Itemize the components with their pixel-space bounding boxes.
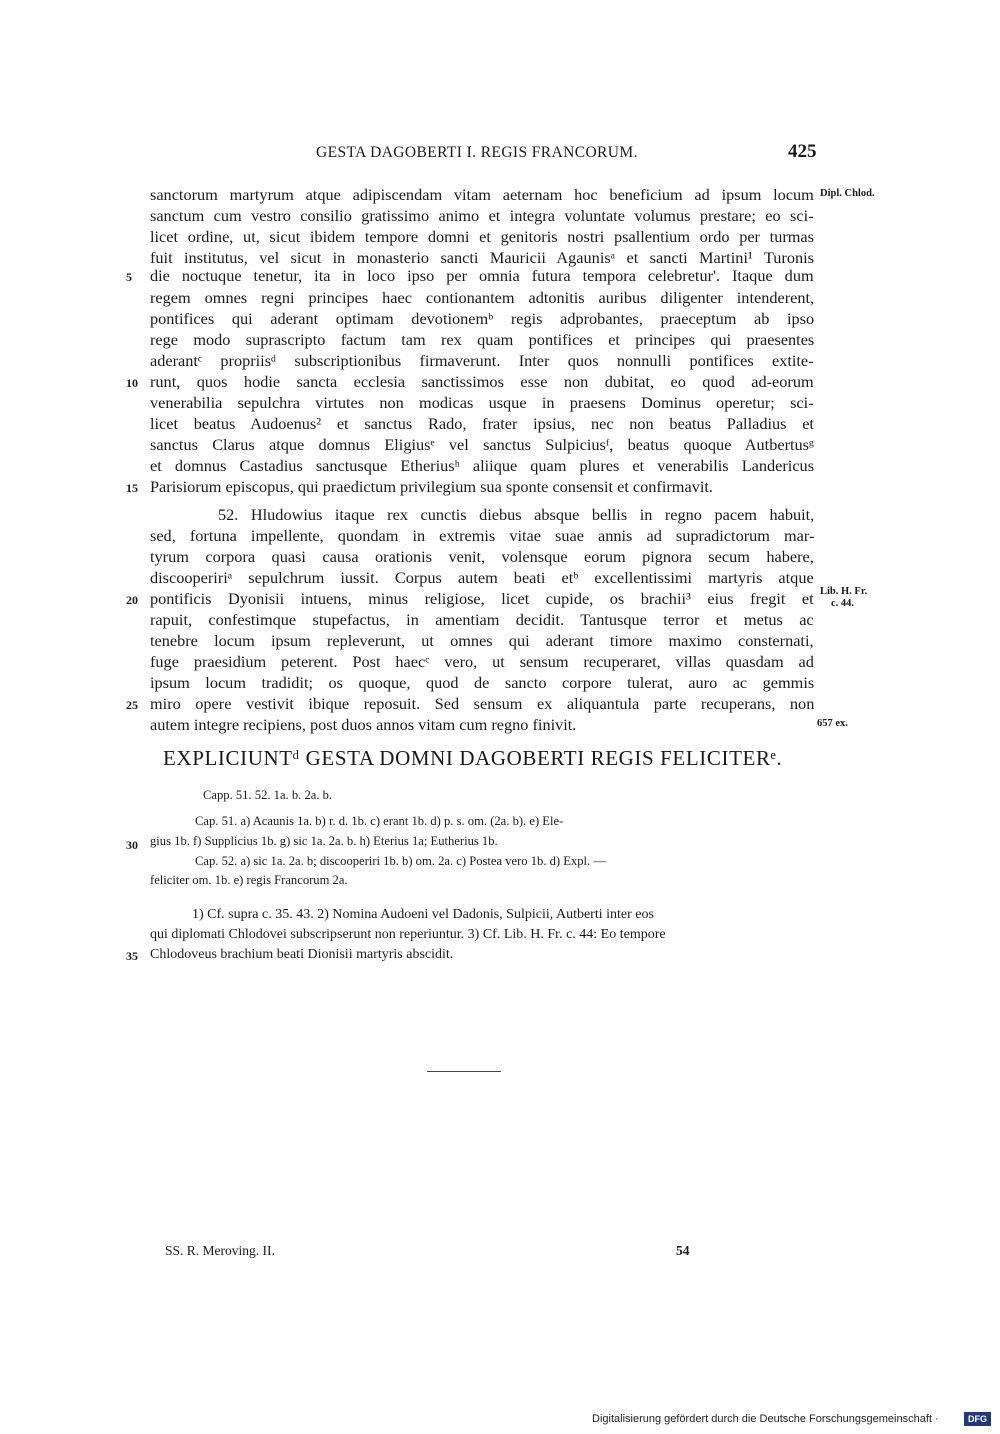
running-title: GESTA DAGOBERTI I. REGIS FRANCORUM. xyxy=(316,144,638,161)
separator-rule xyxy=(427,1071,501,1072)
text-line: runt, quos hodie sancta ecclesia sanctissimos esse non dubitat, eo quod ad-eorum xyxy=(150,372,814,391)
apparatus-line: feliciter om. 1b. e) regis Francorum 2a. xyxy=(150,873,348,887)
explicit-heading: EXPLICIUNTᵈ GESTA DOMNI DAGOBERTI REGIS FELICITERᵉ. xyxy=(163,746,783,770)
apparatus-line: gius 1b. f) Supplicius 1b. g) sic 1a. 2a. b. h) Eterius 1a; Eutherius 1b. xyxy=(150,834,498,848)
text-line: rege modo suprascripto factum tam rex quam pontifices et principes qui praesentes xyxy=(150,330,815,349)
line-number: 30 xyxy=(126,838,138,852)
text-line: tenebre locum ipsum repleverunt, ut omnes qui aderant timore maximo consternati, xyxy=(150,631,814,650)
apparatus-line: Cap. 52. a) sic 1a. 2a. b; discooperiri 1b. b) om. 2a. c) Postea vero 1b. d) Expl. — xyxy=(195,854,606,868)
text-line: sanctum cum vestro consilio gratissimo animo et integra voluntate volumus prestare; eo sci- xyxy=(150,206,814,225)
dfg-logo: DFG xyxy=(964,1412,991,1426)
text-line: venerabilia sepulchra virtutes non modicas usque in praesens Dominus operetur; sci- xyxy=(150,393,814,412)
apparatus-line: Cap. 51. a) Acaunis 1a. b) r. d. 1b. c) erant 1b. d) p. s. om. (2a. b). e) Ele- xyxy=(195,814,564,828)
text-line: sanctorum martyrum atque adipiscendam vitam aeternam hoc beneficium ad ipsum locum xyxy=(150,185,814,204)
text-line: autem integre recipiens, post duos annos vitam cum regno finivit. xyxy=(150,715,577,734)
text-line: rapuit, confestimque stupefactus, in amentiam decidit. Tantusque terror et metus ac xyxy=(150,610,814,629)
line-number: 25 xyxy=(126,698,138,712)
margin-note-date: 657 ex. xyxy=(817,718,848,729)
text-line: pontificis Dyonisii intuens, minus religiose, licet cupide, os brachii³ eius fregit et xyxy=(150,589,814,608)
text-line: ipsum locum tradidit; os quoque, quod de sancto corpore tulerat, auro ac gemmis xyxy=(150,673,815,692)
text-line: aderantᶜ propriisᵈ subscriptionibus firmaverunt. Inter quos nonnulli pontifices extite- xyxy=(150,351,814,370)
line-number: 5 xyxy=(126,270,132,284)
footnote-line: 1) Cf. supra c. 35. 43. 2) Nomina Audoeni vel Dadonis, Sulpicii, Autberti inter eos xyxy=(192,907,654,922)
text-line: et domnus Castadius sanctusque Etheriusʰ aliique quam plures et venerabilis Landericus xyxy=(150,456,815,475)
line-number: 35 xyxy=(126,949,138,963)
margin-note-dipl: Dipl. Chlod. xyxy=(820,188,875,199)
footnote-line: Chlodoveus brachium beati Dionisii martyris abscidit. xyxy=(150,947,454,962)
paragraph-52-first-line: 52. Hludowius itaque rex cunctis diebus absque bellis in regno pacem habuit, xyxy=(218,505,815,524)
footer-signature: 54 xyxy=(676,1243,690,1258)
text-line: licet beatus Audoenus² et sanctus Rado, frater ipsius, nec non beatus Palladius et xyxy=(150,414,814,433)
text-line: sanctus Clarus atque domnus Eligiusᵉ vel sanctus Sulpiciusᶠ, beatus quoque Autbertusᵍ xyxy=(150,435,814,454)
line-number: 10 xyxy=(126,376,138,390)
line-number: 15 xyxy=(126,481,138,495)
footer-series: SS. R. Meroving. II. xyxy=(165,1243,275,1258)
text-line: tyrum corpora quasi causa orationis venit, volensque eorum pignora secum habere, xyxy=(150,547,814,566)
footnote-line: qui diplomati Chlodovei subscripserunt non reperiuntur. 3) Cf. Lib. H. Fr. c. 44: Eo tempore xyxy=(150,927,666,942)
margin-note-lib: Lib. H. Fr. xyxy=(820,586,868,597)
text-line: discoopeririᵃ sepulchrum iussit. Corpus autem beati etᵇ excellentissimi martyris atque xyxy=(150,568,814,587)
margin-note-lib-chapter: c. 44. xyxy=(831,598,855,609)
text-line: sed, fortuna impellente, quondam in extremis vitae suae annis ad supradictorum mar- xyxy=(150,526,815,545)
apparatus-capp: Capp. 51. 52. 1a. b. 2a. b. xyxy=(203,788,333,802)
text-line: fuge praesidium peterent. Post haecᶜ vero, ut sensum recuperaret, villas quasdam ad xyxy=(150,652,814,671)
digitization-note: Digitalisierung gefördert durch die Deutsche Forschungsgemeinschaft · xyxy=(592,1413,939,1425)
text-line: pontifices qui aderant optimam devotionemᵇ regis adprobantes, praeceptum ab ipso xyxy=(150,309,815,328)
text-line: die noctuque tenetur, ita in loco ipso per omnia futura tempora celebretur'. Itaque dum xyxy=(150,266,814,285)
page-number: 425 xyxy=(788,141,817,162)
text-line: regem omnes regni principes haec contionantem adtonitis auribus diligenter intenderent, xyxy=(150,288,815,307)
text-line: Parisiorum episcopus, qui praedictum privilegium sua sponte consensit et confirmavit. xyxy=(150,477,713,496)
text-line: licet ordine, ut, sicut ibidem tempore domni et genitoris nostri psallentium ordo per turmas xyxy=(150,227,814,246)
text-line: miro opere vestivit ibique reposuit. Sed sensum ex aliquantula parte recuperans, non xyxy=(150,694,815,713)
text-line: fuit institutus, vel sicut in monasterio sancti Mauricii Agaunisᵃ et sancti Martini¹ Turonis xyxy=(150,248,814,267)
line-number: 20 xyxy=(126,593,138,607)
